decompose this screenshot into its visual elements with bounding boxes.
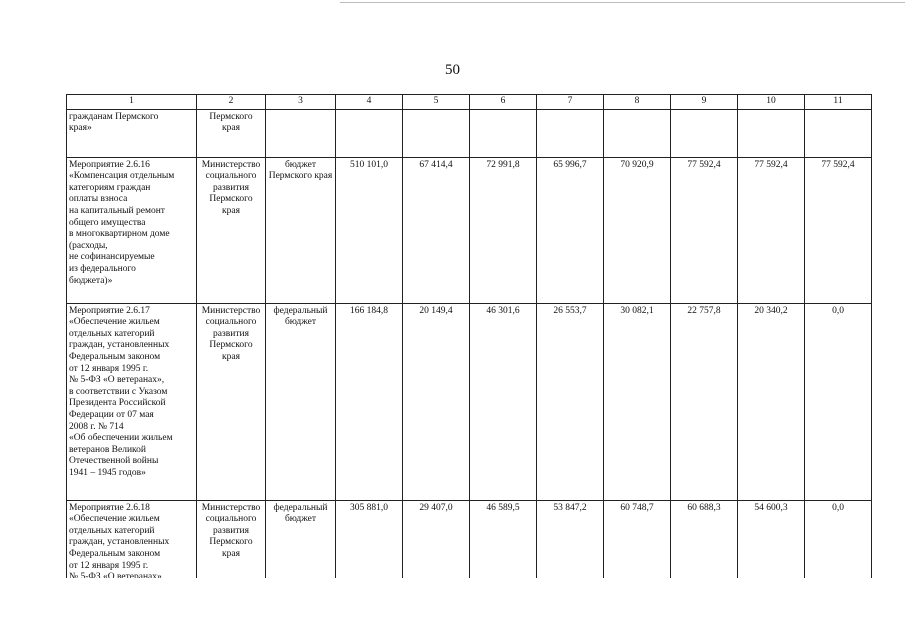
table-row: [67, 157, 872, 303]
value-cell: 60 688,3: [671, 500, 738, 600]
value-cell: 70 920,9: [604, 157, 671, 303]
value-cell: 0,0: [805, 500, 872, 600]
scan-edge-line: [340, 2, 905, 3]
funding-source-cell: федеральный бюджет: [266, 500, 336, 600]
value-cell: 77 592,4: [738, 157, 805, 303]
header-row: [67, 95, 872, 110]
value-cell: [671, 109, 738, 157]
value-cell: 20 340,2: [738, 303, 805, 500]
value-cell: 510 101,0: [336, 157, 403, 303]
funding-source-cell: федеральный бюджет: [266, 303, 336, 500]
table-row: [67, 109, 872, 157]
executor-cell: Министерство социального развития Пермского края: [197, 157, 266, 303]
executor-cell: Министерство социального развития Пермского края: [197, 500, 266, 600]
value-cell: 29 407,0: [403, 500, 470, 600]
activity-name-cell: гражданам Пермского края»: [67, 109, 197, 157]
value-cell: 72 991,8: [470, 157, 537, 303]
value-cell: 166 184,8: [336, 303, 403, 500]
header-cell: 4: [336, 95, 403, 110]
header-cell: 10: [738, 95, 805, 110]
executor-cell: Пермского края: [197, 109, 266, 157]
value-cell: [604, 109, 671, 157]
header-cell: 2: [197, 95, 266, 110]
activity-name-cell: Мероприятие 2.6.16 «Компенсация отдельным категориям граждан оплаты взноса на капитальный ремонт общего имущества в многоквартирном доме (расходы, не софинансируемые из федерального бюджета)»: [67, 157, 197, 303]
header-cell: 3: [266, 95, 336, 110]
header-cell: 7: [537, 95, 604, 110]
value-cell: 60 748,7: [604, 500, 671, 600]
value-cell: 30 082,1: [604, 303, 671, 500]
value-cell: 46 301,6: [470, 303, 537, 500]
funding-source-cell: бюджет Пермского края: [266, 157, 336, 303]
value-cell: 77 592,4: [805, 157, 872, 303]
page-number: 50: [445, 62, 460, 78]
value-cell: 305 881,0: [336, 500, 403, 600]
header-cell: 9: [671, 95, 738, 110]
header-cell: 5: [403, 95, 470, 110]
header-cell: 8: [604, 95, 671, 110]
value-cell: 0,0: [805, 303, 872, 500]
value-cell: 65 996,7: [537, 157, 604, 303]
table-row: [67, 303, 872, 500]
header-cell: 1: [67, 95, 197, 110]
value-cell: 26 553,7: [537, 303, 604, 500]
funding-source-cell: [266, 109, 336, 157]
value-cell: 20 149,4: [403, 303, 470, 500]
activity-name-cell: Мероприятие 2.6.18 «Обеспечение жильем отдельных категорий граждан, установленных Федеральным законом от 12 января 1995 г.: [67, 500, 197, 600]
executor-cell: Министерство социального развития Пермского края: [197, 303, 266, 500]
value-cell: 53 847,2: [537, 500, 604, 600]
value-cell: 46 589,5: [470, 500, 537, 600]
value-cell: [470, 109, 537, 157]
value-cell: [738, 109, 805, 157]
value-cell: [336, 109, 403, 157]
value-cell: [805, 109, 872, 157]
value-cell: 67 414,4: [403, 157, 470, 303]
value-cell: 22 757,8: [671, 303, 738, 500]
activity-name-cell: Мероприятие 2.6.17 «Обеспечение жильем отдельных категорий граждан, установленных Федеральным законом от 12 января 1995 г. № 5-ФЗ «О ветеранах», в соответствии с Указом Президента Российской Федерации от 07 мая 2008 г. № 714 «Об обеспечении жильем ветеранов Великой Отечественной войны 1941 – 1945 годов»: [67, 303, 197, 500]
header-cell: 6: [470, 95, 537, 110]
budget-table: [66, 94, 872, 601]
value-cell: [403, 109, 470, 157]
value-cell: 54 600,3: [738, 500, 805, 600]
header-cell: 11: [805, 95, 872, 110]
value-cell: [537, 109, 604, 157]
value-cell: 77 592,4: [671, 157, 738, 303]
page-bottom-margin: [0, 578, 905, 640]
